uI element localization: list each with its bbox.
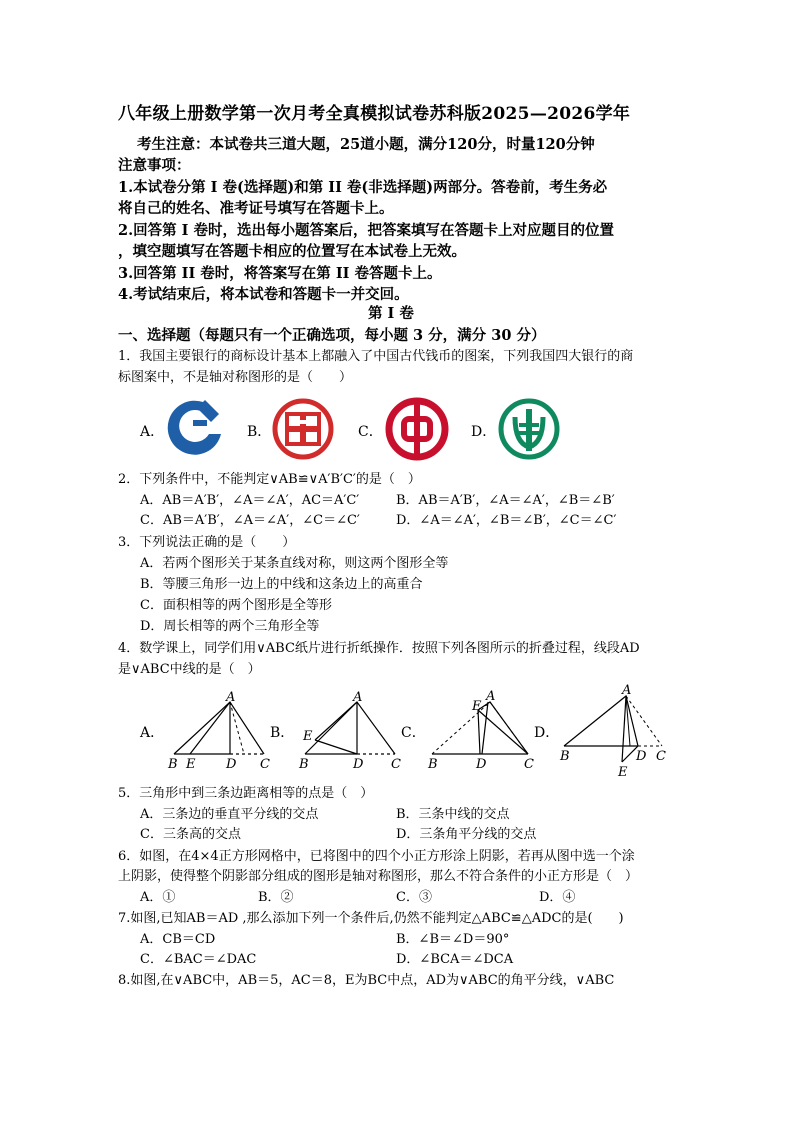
question-8-stem: 8.如图,在∨ABC中，AB＝5，AC＝8，E为BC中点，AD为∨ABC的角平分线，∨ABC	[118, 973, 615, 988]
q2-option-d: D．∠A＝∠A′，∠B＝∠B′，∠C＝∠C′	[396, 513, 617, 528]
svg-text:E: E	[618, 765, 628, 778]
ccb-bank-logo-icon	[163, 396, 227, 460]
q1-option-d-label: D．	[471, 424, 497, 440]
svg-text:C: C	[260, 757, 270, 772]
exam-notice: 考生注意：本试卷共三道大题，25道小题，满分120分，时量120分钟	[137, 136, 595, 153]
q3-option-b: B．等腰三角形一边上的中线和这条边上的高重合	[140, 577, 423, 592]
icbc-bank-logo-icon	[272, 398, 334, 460]
note-line: 2.回答第 I 卷时，选出每小题答案后，把答案填写在答题卡上对应题目的位置	[118, 222, 615, 239]
notes-heading: 注意事项：	[118, 157, 191, 174]
q2-option-c: C．AB＝A′B′，∠A＝∠A′，∠C＝∠C′	[140, 513, 360, 528]
q3-option-c: C．面积相等的两个图形是全等形	[140, 598, 332, 613]
q2-option-a: A．AB＝A′B′，∠A＝∠A′，AC＝A′C′	[140, 493, 360, 508]
q5-option-d: D．三条角平分线的交点	[396, 827, 537, 842]
svg-text:B: B	[560, 749, 570, 764]
svg-text:C: C	[656, 749, 666, 764]
q4-option-c-label: C．	[401, 725, 426, 741]
note-line: 4.考试结束后，将本试卷和答题卡一并交回。	[118, 286, 409, 303]
q1-option-b-label: B．	[247, 424, 272, 440]
note-line: 将自己的姓名、准考证号填写在答题卡上。	[118, 200, 394, 217]
question-1-line: 1．我国主要银行的商标设计基本上都融入了中国古代钱币的图案，下列我国四大银行的商	[118, 349, 634, 364]
svg-text:D: D	[226, 757, 237, 772]
boc-bank-logo-icon	[385, 397, 449, 461]
q2-option-b: B．AB＝A′B′，∠A＝∠A′，∠B＝∠B′	[396, 493, 615, 508]
question-5-stem: 5．三角形中到三条边距离相等的点是（ ）	[118, 786, 374, 801]
svg-text:E: E	[303, 729, 313, 744]
q7-option-c: C．∠BAC＝∠DAC	[140, 952, 257, 967]
svg-text:E: E	[472, 699, 482, 714]
section-title: 一、选择题（每题只有一个正确选项，每小题 3 分，满分 30 分）	[118, 327, 546, 344]
q5-option-b: B．三条中线的交点	[396, 807, 510, 822]
q5-option-a: A．三条边的垂直平分线的交点	[140, 807, 319, 822]
note-line: 3.回答第 II 卷时，将答案写在第 II 卷答题卡上。	[118, 265, 442, 282]
note-line: ，填空题填写在答题卡相应的位置写在本试卷上无效。	[118, 243, 466, 260]
svg-text:A: A	[226, 690, 236, 705]
q7-option-b: B．∠B＝∠D＝90°	[396, 932, 510, 947]
q6-option-a: A．①	[140, 890, 176, 905]
svg-text:B: B	[428, 757, 438, 772]
svg-text:D: D	[476, 757, 487, 772]
question-2-stem: 2．下列条件中，不能判定∨AB≌∨A′B′C′的是（ ）	[118, 472, 421, 487]
q4-option-d-label: D．	[534, 725, 560, 741]
question-6-line: 6．如图，在4×4正方形网格中，已将图中的四个小正方形涂上阴影，若再从图中选一个涂	[118, 849, 635, 864]
q4-option-a-label: A．	[140, 725, 165, 741]
q7-option-d: D．∠BCA＝∠DCA	[396, 952, 514, 967]
q3-option-a: A．若两个图形关于某条直线对称，则这两个图形全等	[140, 556, 449, 571]
q1-option-a-label: A．	[140, 424, 165, 440]
q4-option-b-label: B．	[270, 725, 295, 741]
svg-text:D: D	[353, 757, 364, 772]
abc-bank-logo-icon	[497, 397, 561, 461]
question-4-line: 是∨ABC中线的是（ ）	[118, 662, 261, 677]
q6-option-c: C．③	[396, 890, 432, 905]
q6-option-d: D．④	[539, 890, 576, 905]
q6-option-b: B．②	[258, 890, 294, 905]
question-6-line: 上阴影，使得整个阴影部分组成的图形是轴对称图形，那么不符合条件的小正方形是（ ）	[118, 869, 639, 884]
svg-text:B: B	[168, 757, 178, 772]
page-title: 八年级上册数学第一次月考全真模拟试卷苏科版2025—2026学年	[118, 104, 631, 124]
q5-option-c: C．三条高的交点	[140, 827, 241, 842]
svg-text:B: B	[299, 757, 309, 772]
question-1-line: 标图案中，不是轴对称图形的是（ ）	[118, 370, 353, 385]
q1-option-c-label: C．	[358, 424, 383, 440]
svg-text:A: A	[353, 690, 363, 705]
q3-option-d: D．周长相等的两个三角形全等	[140, 619, 320, 634]
svg-text:C: C	[391, 757, 401, 772]
q4-figure-b	[295, 690, 405, 772]
note-line: 1.本试卷分第 I 卷(选择题)和第 II 卷(非选择题)两部分。答卷前，考生务必	[118, 179, 608, 196]
svg-text:A: A	[486, 689, 496, 704]
question-4-line: 4．数学课上，同学们用∨ABC纸片进行折纸操作．按照下列各图所示的折叠过程，线段AD	[118, 641, 640, 656]
question-7-stem: 7.如图,已知AB＝AD ,那么添加下列一个条件后,仍然不能判定△ABC≌△ADC的是( )	[118, 911, 624, 926]
volume-title: 第 I 卷	[368, 305, 414, 322]
svg-text:A: A	[622, 684, 632, 698]
q4-figure-c	[426, 688, 538, 772]
q4-figure-d	[558, 684, 672, 778]
svg-text:C: C	[524, 757, 534, 772]
svg-text:E: E	[186, 757, 196, 772]
svg-text:D: D	[636, 749, 647, 764]
q4-figure-a	[164, 690, 274, 772]
q7-option-a: A．CB＝CD	[140, 932, 216, 947]
question-3-stem: 3．下列说法正确的是（ ）	[118, 535, 296, 550]
